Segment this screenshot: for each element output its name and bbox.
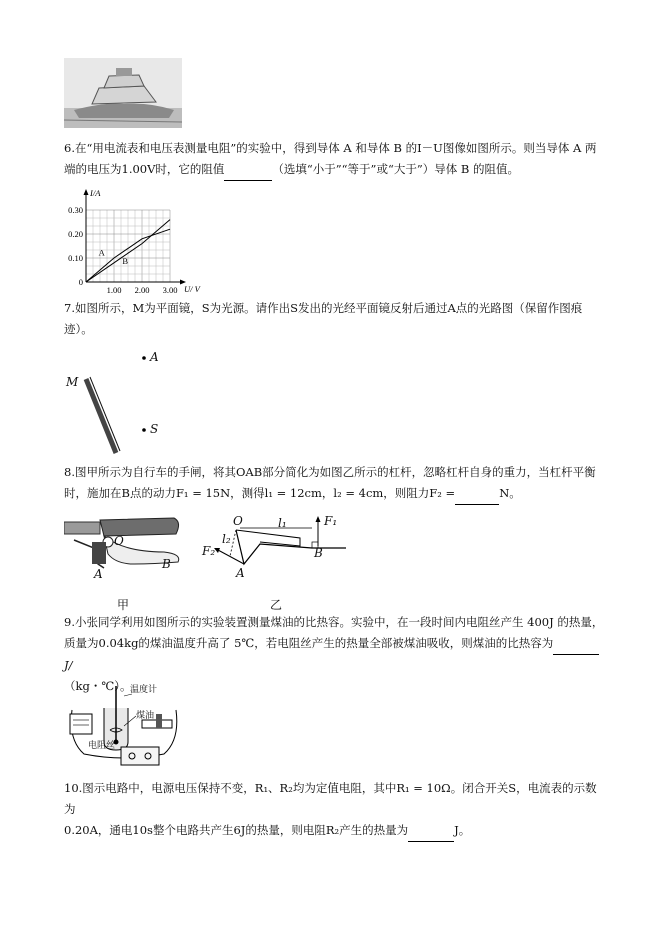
- y-tick-label: 0.30: [68, 205, 83, 215]
- q9-line1: 9.小张同学利用如图所示的实验装置测量煤油的比热容。实验中，在一段时间内电阻丝产生 400J 的热量，: [64, 615, 604, 629]
- q10-line1: 10.图示电路中，电源电压保持不变，R₁、R₂均为定值电阻，其中R₁ = 10Ω。闭合开关S，电流表的示数为: [64, 781, 597, 816]
- question-7: [64, 298, 604, 340]
- fig-yi-l1-label: l₁: [278, 516, 287, 530]
- question-8: [64, 462, 604, 505]
- fig-yi-b-label: B: [314, 546, 323, 560]
- q6-answer-blank[interactable]: [224, 159, 272, 181]
- mirror-figure: [64, 345, 184, 460]
- q6-line2a: 端的电压为1.00V时，它的阻值: [64, 162, 225, 176]
- fig-yi-f2-label: F₂: [202, 544, 216, 558]
- fig-jia-a-label: A: [94, 567, 103, 581]
- resistance-wire-label: 电阻丝: [88, 741, 116, 751]
- fig-yi-l2-label: l₂: [222, 532, 231, 546]
- brake-handle-figure: [64, 512, 189, 582]
- q10-line2b: J。: [454, 823, 471, 837]
- q6-line1: 6.在“用电流表和电压表测量电阻”的实验中，得到导体 A 和导体 B 的I－U图像如图所示。则当导体 A 两: [64, 141, 597, 155]
- fig-yi-a-label: A: [236, 566, 245, 580]
- q8-line2b: N。: [499, 486, 521, 500]
- caption-jia: 甲: [117, 598, 130, 612]
- question-10: [64, 778, 604, 842]
- question-6: [64, 138, 604, 181]
- q8-line1: 8.图甲所示为自行车的手闸，将其OAB部分简化为如图乙所示的杠杆，忽略杠杆自身的重力，当杠杆平衡: [64, 465, 596, 479]
- x-tick-label: 1.00: [106, 285, 122, 295]
- q6-line2b: （选填“小于”“等于”或“大于”）导体 B 的阻值。: [272, 162, 519, 176]
- fig-jia-o-label: O: [114, 534, 124, 548]
- q9-line3: （kg・℃）。: [64, 679, 132, 693]
- iu-graph-svg: [64, 186, 224, 298]
- q9-line2a: 质量为0.04kg的煤油温度升高了 5℃，若电阻丝产生的热量全部被煤油吸收，则煤油的比热容为: [64, 636, 554, 650]
- q10-line2a: 0.20A，通电10s整个电路共产生6J的热量，则电阻R₂产生的热量为: [64, 823, 409, 837]
- lever-figure: [200, 512, 350, 582]
- y-tick-label: 0.10: [68, 253, 83, 263]
- ship-photo: [64, 58, 182, 128]
- point-s-label: S: [150, 422, 159, 436]
- kerosene-label: 煤油: [136, 711, 155, 721]
- q8-line2a: 时，施加在B点的动力F₁ = 15N，测得l₁ = 12cm，l₂ = 4cm，则阻力F₂ =: [64, 486, 456, 500]
- y-tick-label: 0: [78, 277, 83, 287]
- q9-line2b: J/: [64, 658, 73, 672]
- point-a-label: A: [150, 350, 159, 364]
- x-axis-label: U/ V: [184, 284, 200, 294]
- fig-yi-o-label: O: [233, 514, 243, 528]
- thermometer-label: 温度计: [130, 685, 158, 695]
- x-tick-label: 3.00: [162, 285, 178, 295]
- fig-yi-f1-label: F₁: [324, 514, 338, 528]
- q9-answer-blank[interactable]: [553, 633, 599, 655]
- q10-answer-blank[interactable]: [408, 820, 454, 842]
- curve-b-label: B: [122, 256, 129, 266]
- iu-graph: [64, 186, 224, 298]
- curve-a-label: A: [98, 247, 105, 258]
- q7-line2: 迹）。: [64, 322, 93, 336]
- y-axis-label: I/A: [90, 188, 101, 198]
- fig-jia-b-label: B: [162, 557, 171, 571]
- caption-yi: 乙: [270, 598, 283, 612]
- power-box: [120, 746, 160, 766]
- mirror-label: M: [66, 375, 79, 389]
- y-tick-label: 0.20: [68, 229, 83, 239]
- q8-answer-blank[interactable]: [455, 483, 499, 505]
- x-tick-label: 2.00: [134, 285, 150, 295]
- q7-line1: 7.如图所示，M为平面镜，S为光源。请作出S发出的光经平面镜反射后通过A点的光路图（保留作图痕: [64, 301, 583, 315]
